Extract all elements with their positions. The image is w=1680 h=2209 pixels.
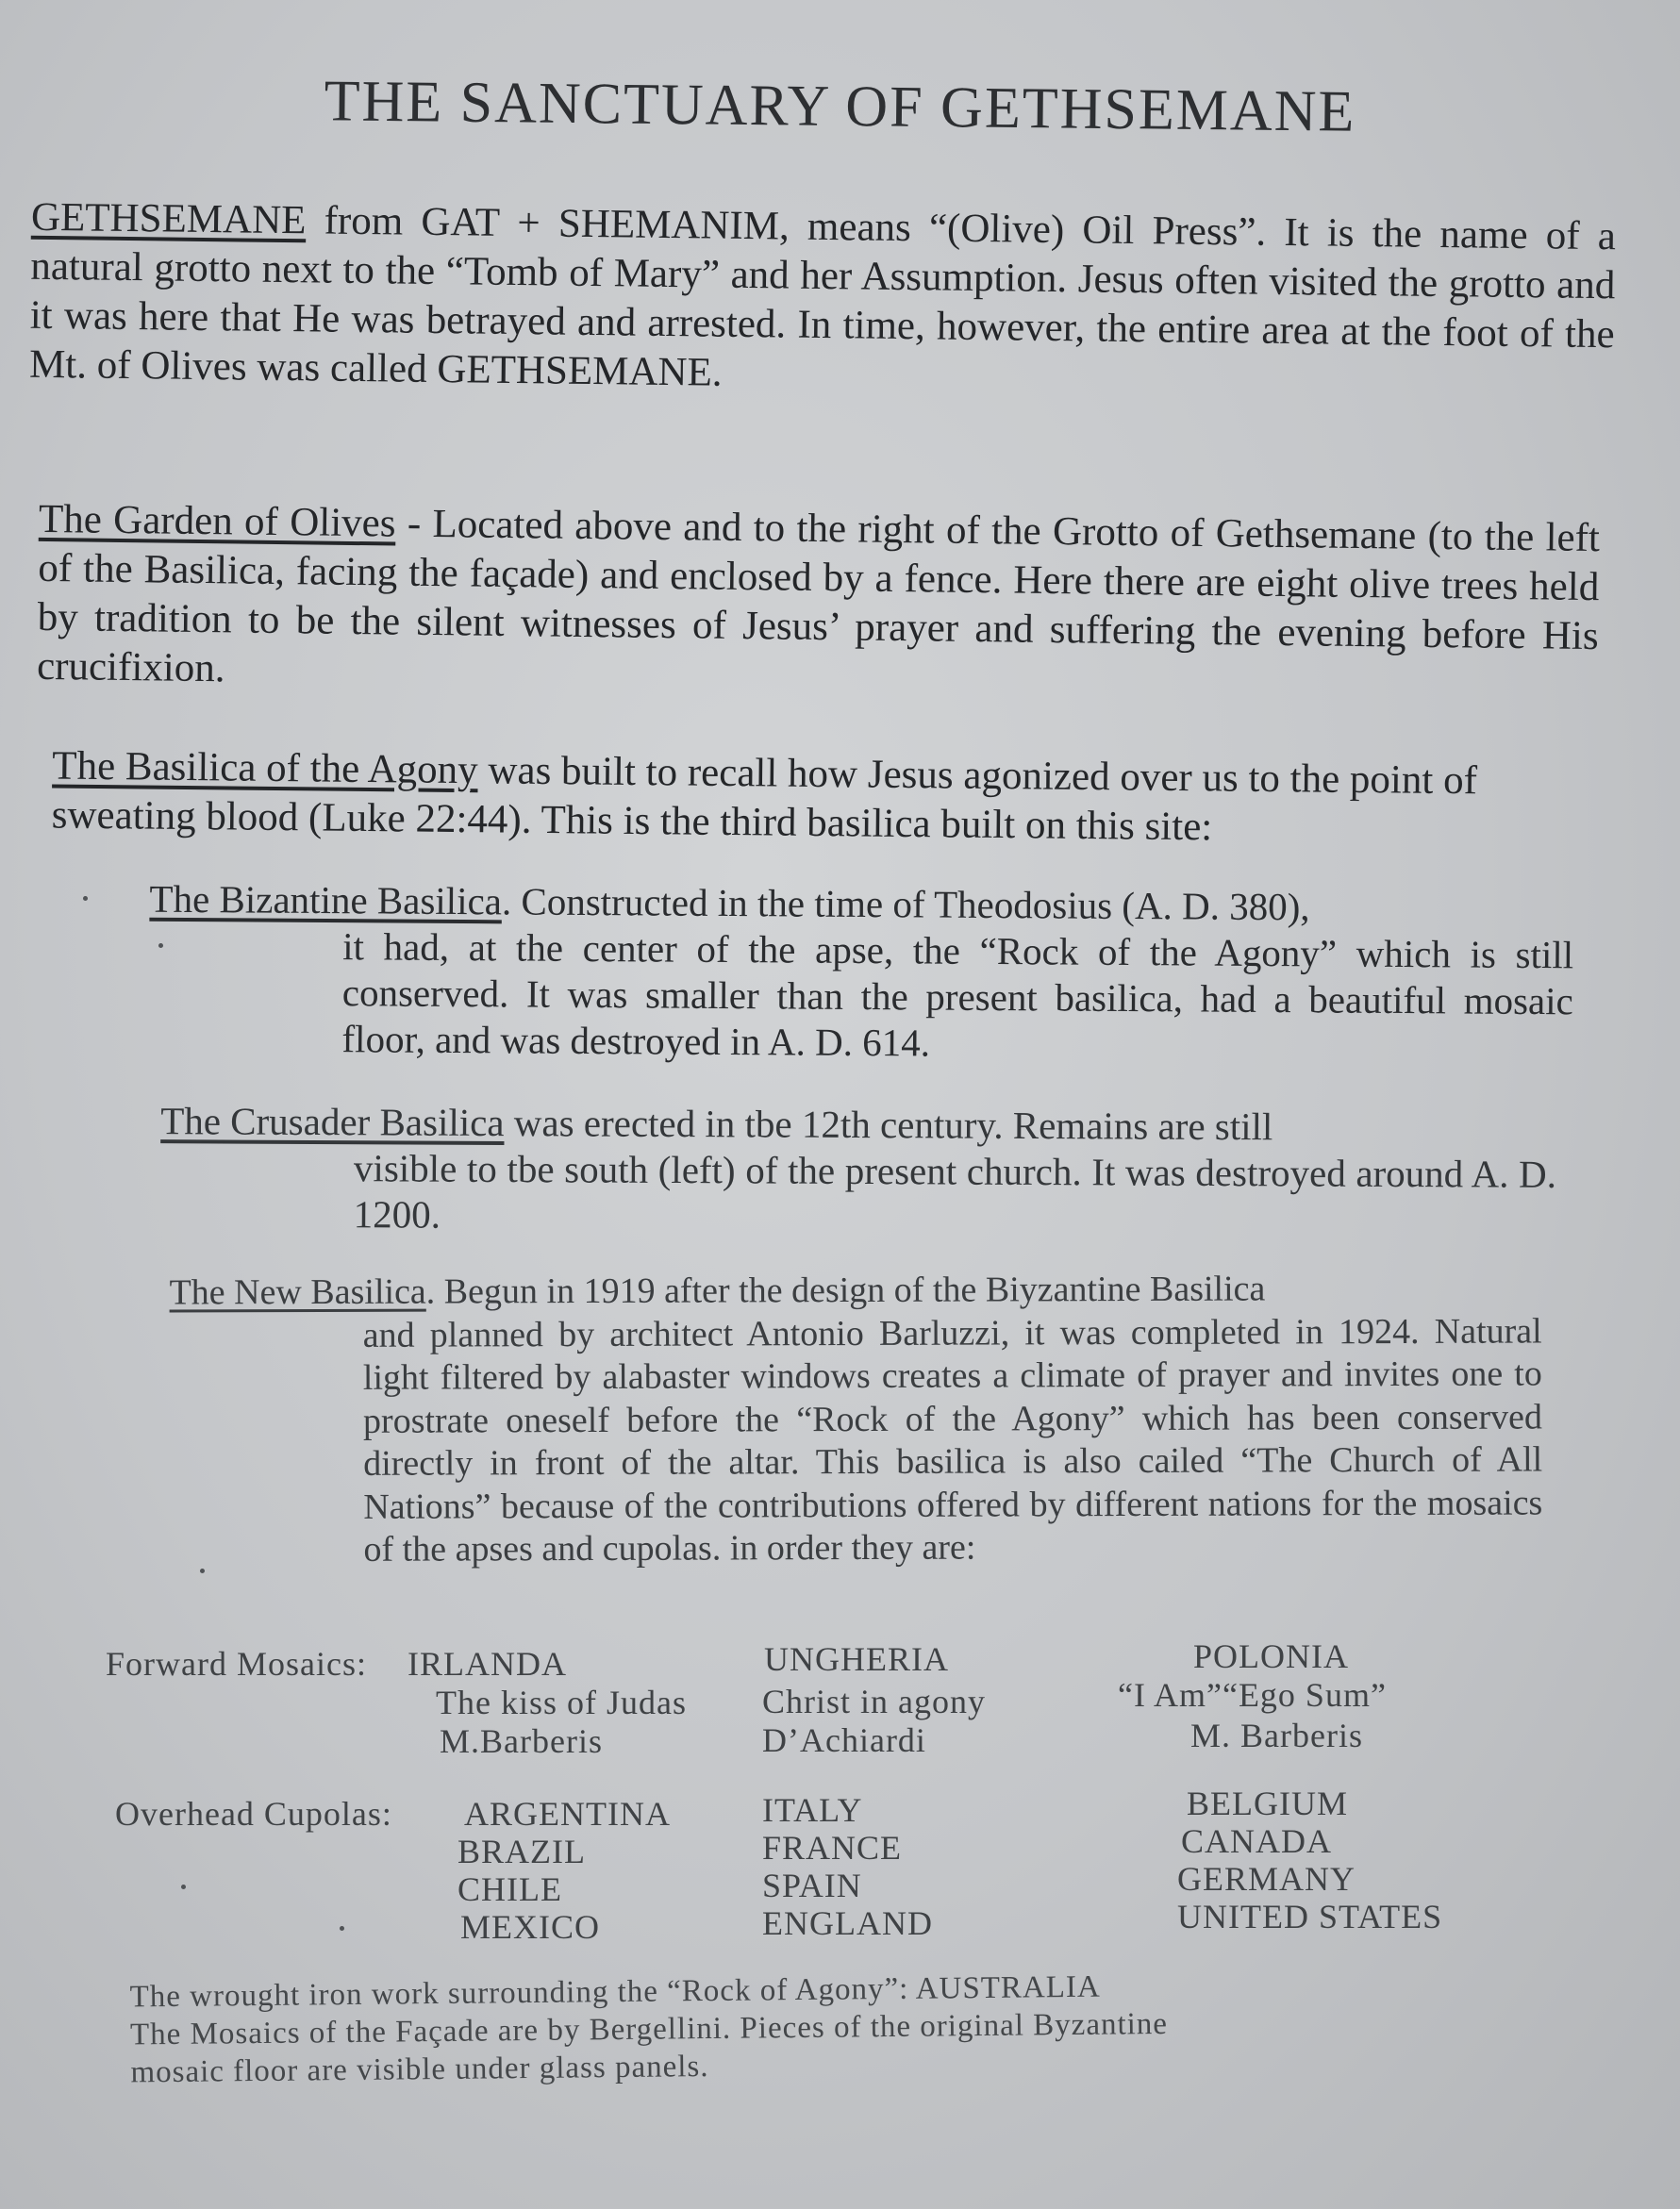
basilica-first-line: was erected in tbe 12th century. Remains are still — [504, 1101, 1273, 1149]
page-title: THE SANCTUARY OF GETHSEMANE — [324, 69, 1356, 144]
cupola-country: FRANCE — [762, 1829, 903, 1867]
mosaic-country: UNGHERIA — [764, 1640, 949, 1678]
mosaic-artist: D’Achiardi — [762, 1721, 926, 1759]
footer-notes — [129, 1965, 1470, 2092]
dust-speck — [158, 943, 163, 948]
basilica-first-line: . Begun in 1919 after the design of the Biyzantine Basilica — [425, 1269, 1266, 1312]
mosaic-artist: M.Barberis — [440, 1722, 603, 1760]
mosaic-subject: “I Am”“Ego Sum” — [1118, 1676, 1387, 1714]
dust-speck — [200, 1569, 205, 1573]
footer-line: The Mosaics of the Façade are by Bergellini. Pieces of the original Byzantine — [129, 2006, 1169, 2052]
cupola-country: BELGIUM — [1187, 1785, 1348, 1822]
basilica-first-line: . Constructed in the time of Theodosius (A. D. 380), — [501, 879, 1310, 929]
cupola-country: ENGLAND — [762, 1904, 933, 1942]
mosaic-artist: M. Barberis — [1190, 1717, 1363, 1754]
paragraph-lead: The Garden of Olives — [38, 496, 396, 546]
cupola-country: ARGENTINA — [464, 1795, 671, 1833]
paragraph-lead: The Basilica of the Agony — [52, 743, 478, 793]
paragraph-text: from GAT + SHEMANIM, means “(Olive) Oil Press”. It is the name of a natural grotto next to the “Tomb of Mary” and her Assumption. Jesus often visited the grotto and it was here that He was betrayed and arrested. In time, however, the entire area at the foot of the Mt. of Olives was called GETHSEMANE. — [28, 198, 1617, 395]
cupola-country: CANADA — [1181, 1822, 1333, 1860]
cupola-country: SPAIN — [762, 1867, 862, 1904]
mosaic-country: POLONIA — [1193, 1637, 1349, 1675]
cupola-country: GERMANY — [1177, 1860, 1356, 1898]
mosaic-subject: The kiss of Judas — [436, 1684, 687, 1721]
basilica-title: The Bizantine Basilica — [149, 876, 503, 923]
basilica-description: it had, at the center of the apse, the “Rock of the Agony” which is still conserved. It was smaller than the present basilica, had a beautiful mosaic floor, and was destroyed in A. D. 614. — [341, 924, 1574, 1065]
dust-speck — [340, 1926, 344, 1931]
cupola-country: CHILE — [457, 1870, 562, 1908]
dust-speck — [181, 1885, 186, 1889]
forward-mosaics-label: Forward Mosaics: — [106, 1645, 367, 1683]
overhead-cupolas-label: Overhead Cupolas: — [115, 1795, 392, 1833]
basilica-description: and planned by architect Antonio Barluzzi, it was completed in 1924. Natural light filtered by alabaster windows creates a climate of prayer and invites one to prostrate oneself before the “Rock of the Agony” which has been conserved directly in front of the altar. This basilica is also cailed “The Church of All Nations” because of the contributions offered by different nations for the mosaics of the apses and cupolas. in order they are: — [362, 1310, 1543, 1570]
cupola-country: MEXICO — [460, 1908, 600, 1946]
basilica-description: visible to tbe south (left) of the present church. It was destroyed around A. D. 1200. — [353, 1146, 1557, 1237]
basilica-title: The Crusader Basilica — [160, 1099, 505, 1145]
cupola-country: UNITED STATES — [1177, 1898, 1443, 1935]
cupola-country: BRAZIL — [457, 1833, 586, 1870]
dust-speck — [83, 896, 88, 901]
basilica-title: The New Basilica — [169, 1271, 426, 1313]
mosaic-subject: Christ in agony — [762, 1683, 986, 1720]
cupola-country: ITALY — [762, 1791, 863, 1829]
paragraph-text: was built to recall how Jesus agonized over us to the point of sweating blood (Luke 22:44). This is the third basilica built on this site: — [51, 748, 1478, 850]
footer-line: mosaic floor are visible under glass panels. — [130, 2050, 709, 2090]
paragraph-text: - Located above and to the right of the Grotto of Gethsemane (to the left of the Basilica, facing the façade) and enclosed by a fence. Here there are eight olive trees held by tradition to be the silent witnesses of Jesus’ prayer and suffering the evening before His crucifixion. — [36, 501, 1601, 691]
mosaic-country: IRLANDA — [408, 1645, 567, 1683]
paragraph-lead: GETHSEMANE — [30, 194, 307, 243]
footer-line: The wrought iron work surrounding the “Rock of Agony”: AUSTRALIA — [129, 1969, 1101, 2015]
